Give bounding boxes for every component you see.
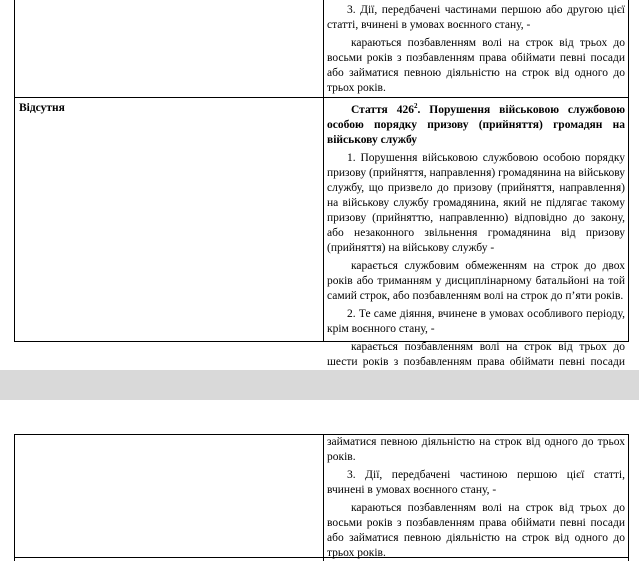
- paragraph: 3. Дії, передбачені частинами першою або другою цієї статті, вчинені в умовах воєнного стану, -: [327, 4, 625, 31]
- column-divider: [323, 435, 324, 561]
- paragraph: 3. Дії, передбачені частиною першою цієї статті, вчинені в умовах воєнного стану, -: [327, 469, 625, 496]
- page-gap: [0, 370, 639, 400]
- absent-label: Відсутня: [19, 102, 65, 114]
- paragraph: займатися певною діяльністю на строк від одного до трьох років.: [327, 436, 625, 463]
- comparison-table: [14, 434, 629, 561]
- comparison-table: [14, 0, 629, 368]
- article-number-superscript: 2: [413, 102, 418, 111]
- paragraph: карається службовим обмеженням на строк до двох років або триманням у дисциплінарному батальйоні на той самий строк, або позбавленням волі на строк до п’яти років.: [327, 260, 625, 302]
- paragraph: 1. Порушення військовою службовою особою порядку призову (прийняття, направлення) громадянина на військову службу, що призвело до призову (прийняття, направлення) на військову службу громадянина, який не підлягає такому призову (прийняттю, направленню) відповідно до закону, або незаконного звільнення громадянина від призову (прийняття) на військову службу -: [327, 152, 625, 254]
- article-heading: [327, 103, 625, 148]
- article-number: Стаття 426: [351, 104, 414, 116]
- continued-right-cell: [327, 435, 625, 561]
- row-divider: [15, 97, 628, 98]
- column-divider: [323, 0, 324, 341]
- document-page-2: [0, 400, 639, 560]
- article-title: . Порушення військовою службовою особою порядку призову (прийняття) громадян на військову службу: [327, 104, 626, 146]
- row-right-cell: [327, 103, 625, 385]
- row-left-cell: [19, 101, 315, 116]
- previous-row-right-cell: [327, 3, 625, 96]
- paragraph: 2. Те саме діяння, вчинене в умовах особливого періоду, крім воєнного стану, -: [327, 308, 625, 335]
- paragraph: карається позбавленням волі на строк від трьох до шести років з позбавленням права обіймати певні посади: [327, 341, 625, 368]
- next-row-edge: [15, 557, 628, 561]
- paragraph: караються позбавленням волі на строк від трьох до восьми років з позбавленням права обіймати певні посади або займатися певною діяльністю на строк від одного до трьох років.: [327, 502, 625, 559]
- paragraph: караються позбавленням волі на строк від трьох до восьми років з позбавленням права обіймати певні посади або займатися певною діяльністю на строк від одного до трьох років.: [327, 37, 625, 94]
